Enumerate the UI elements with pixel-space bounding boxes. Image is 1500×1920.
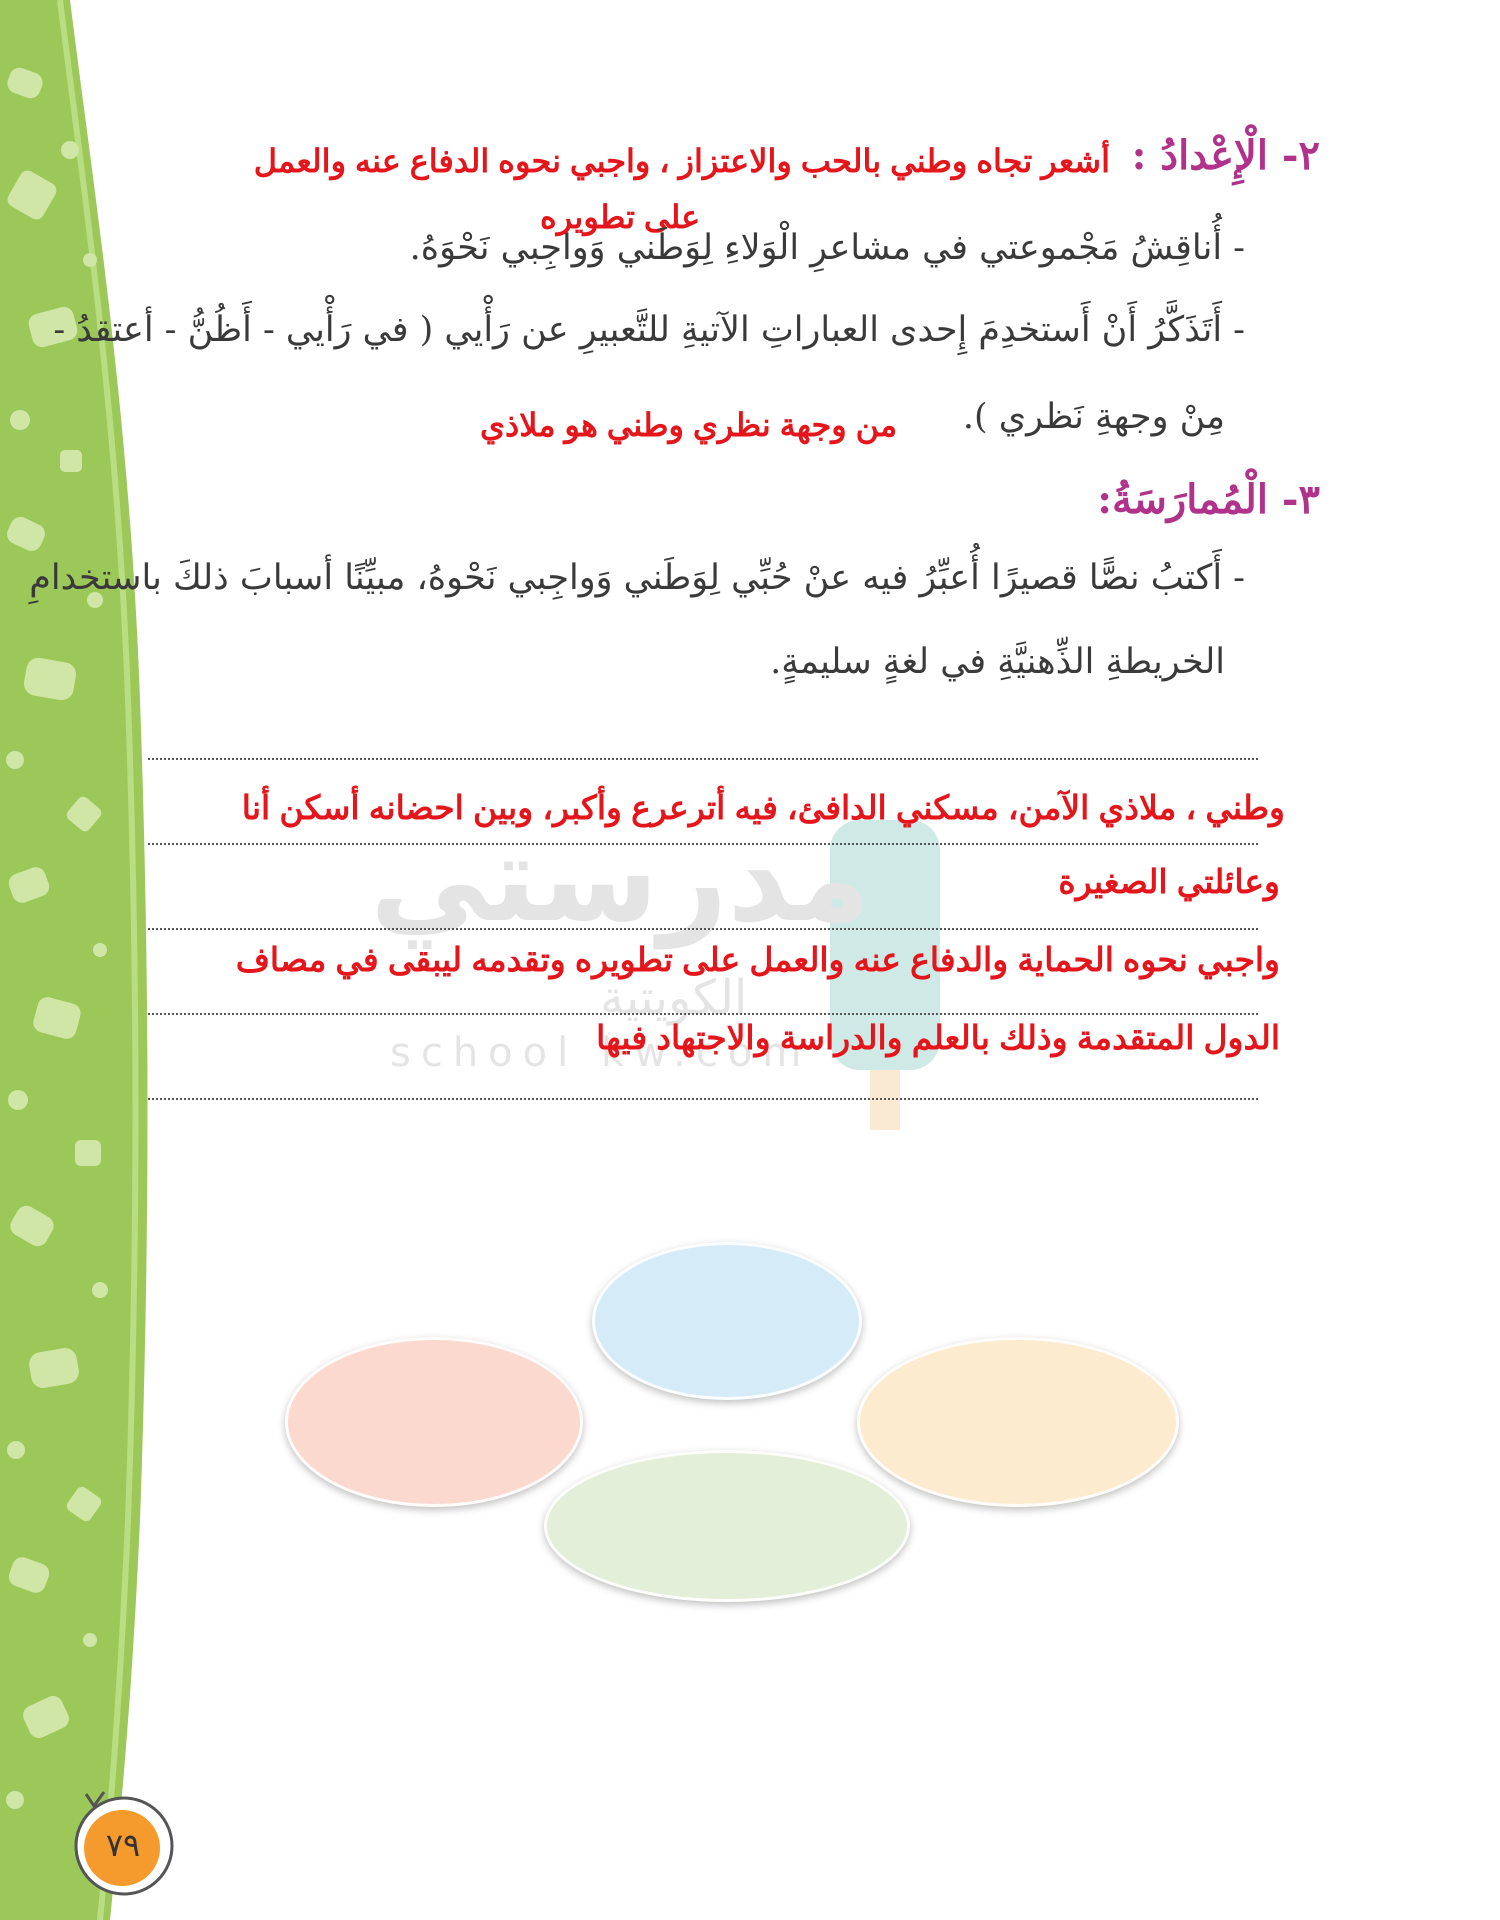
writing-line	[148, 1098, 1258, 1100]
page-number-badge	[64, 1786, 182, 1898]
green-decorative-band	[0, 0, 210, 1920]
writing-line	[148, 928, 1258, 930]
band-shape	[0, 0, 210, 1920]
section-2-bullet-1: - أُناقِشُ مَجْموعتي في مشاعرِ الْوَلاءِ لِوَطَني وَواجِبي نَحْوَهُ.	[409, 228, 1245, 268]
section-2-answer-line1: أشعر تجاه وطني بالحب والاعتزاز ، واجبي نحوه الدفاع عنه والعمل	[253, 143, 1110, 179]
practice-answer-line-3: واجبي نحوه الحماية والدفاع عنه والعمل على تطويره وتقدمه ليبقى في مصاف	[235, 941, 1280, 978]
section-2-answer-line2: على تطويره	[540, 199, 701, 235]
practice-answer-line-2: وعائلتي الصغيرة	[1058, 863, 1280, 900]
mindmap-ellipse-left[interactable]	[285, 1337, 583, 1507]
watermark-arabic-sub: الكويتية	[600, 970, 748, 1026]
section-3-bullet-line2: الخريطةِ الذِّهنيَّةِ في لغةٍ سليمةٍ.	[770, 642, 1225, 682]
section-2-bullet-2-line2: مِنْ وجهةِ نَظري ).	[962, 397, 1225, 437]
section-3-bullet-line1: - أَكتبُ نصًّا قصيرًا أُعبِّرُ فيه عنْ حُبِّي لِوَطَني وَواجِبي نَحْوهُ، مبيِّنًا أسبابَ ذلكَ باستخدامِ	[29, 558, 1245, 598]
watermark-latin: school kw.com	[390, 1030, 812, 1076]
mindmap-ellipse-bottom[interactable]	[544, 1450, 910, 1602]
mindmap-ellipse-right[interactable]	[857, 1337, 1179, 1507]
watermark-arabic-main: مدرستي	[370, 810, 872, 949]
section-2-heading: ٢- الْإِعْدادُ :	[1131, 132, 1320, 179]
practice-answer-line-4: الدول المتقدمة وذلك بالعلم والدراسة والاجتهاد فيها	[596, 1019, 1280, 1056]
writing-line	[148, 1013, 1258, 1015]
writing-line	[148, 758, 1258, 760]
section-2-bullet-2-line1: - أَتَذَكَّرُ أَنْ أَستخدِمَ إِحدى العباراتِ الآتيةِ للتَّعبيرِ عن رَأْيي ( في رَأْيي - أَظُنُّ - أعتقدُ -	[53, 310, 1245, 350]
writing-line	[148, 843, 1258, 845]
page-number: ٧٩	[105, 1826, 141, 1864]
practice-answer-line-1: وطني ، ملاذي الآمن، مسكني الدافئ، فيه أترعرع وأكبر، وبين احضانه أسكن أنا	[241, 789, 1285, 826]
section-2-answer-2: من وجهة نظري وطني هو ملاذي	[480, 407, 898, 443]
mindmap-ellipse-top[interactable]	[592, 1242, 862, 1400]
section-3-heading: ٣- الْمُمارَسَةُ:	[1097, 476, 1320, 523]
